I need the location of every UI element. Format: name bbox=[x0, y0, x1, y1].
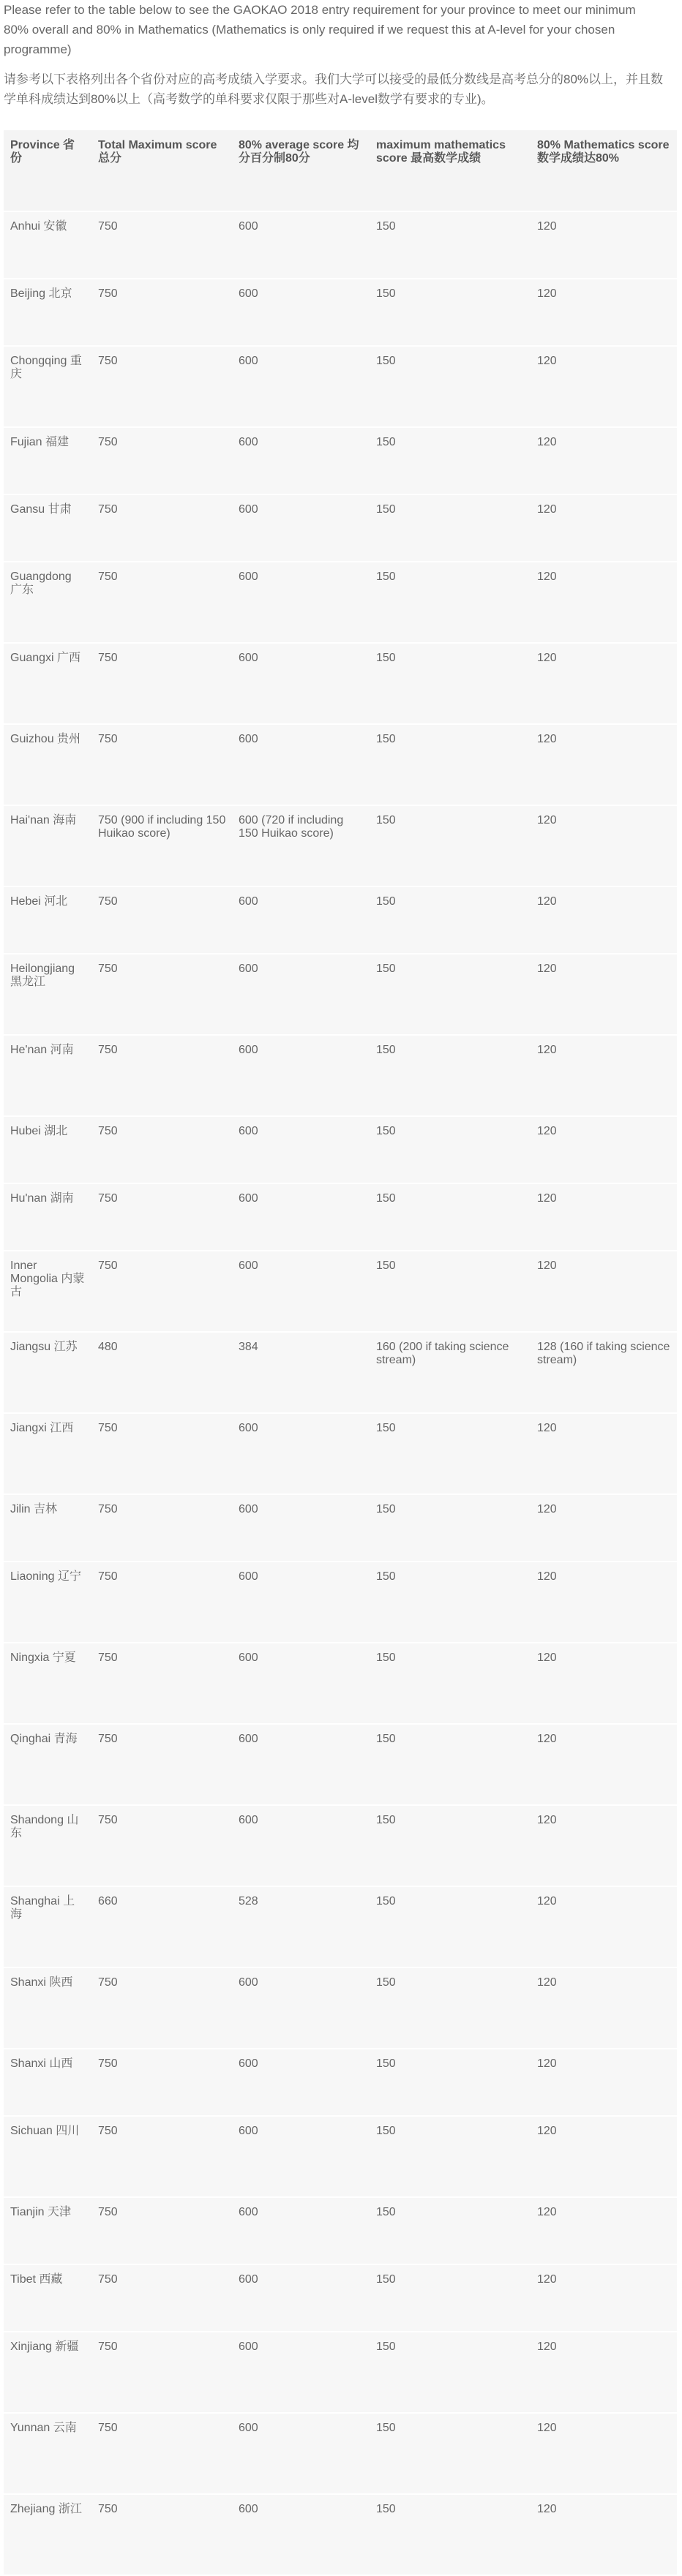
math-80-cell: 120 bbox=[531, 2332, 677, 2413]
province-cell: Zhejiang 浙江 bbox=[4, 2494, 91, 2575]
math-80-cell: 120 bbox=[531, 1886, 677, 1967]
table-row bbox=[4, 279, 677, 346]
average-80-cell: 600 bbox=[232, 2332, 370, 2413]
total-max-cell: 480 bbox=[91, 1332, 232, 1413]
total-max-cell: 750 bbox=[91, 1183, 232, 1251]
math-80-cell: 120 bbox=[531, 2264, 677, 2332]
math-80-cell: 120 bbox=[531, 346, 677, 427]
table-row bbox=[4, 1724, 677, 1805]
province-cell: Shandong 山东 bbox=[4, 1805, 91, 1886]
average-80-cell: 600 bbox=[232, 2116, 370, 2197]
table-row bbox=[4, 562, 677, 643]
max-math-cell: 150 bbox=[370, 2332, 531, 2413]
max-math-cell: 150 bbox=[370, 1116, 531, 1183]
table-row bbox=[4, 1035, 677, 1116]
math-80-cell: 120 bbox=[531, 1183, 677, 1251]
province-cell: Jilin 吉林 bbox=[4, 1494, 91, 1562]
total-max-cell: 750 bbox=[91, 643, 232, 724]
math-80-cell: 120 bbox=[531, 2197, 677, 2264]
total-max-cell: 750 bbox=[91, 2264, 232, 2332]
table-row bbox=[4, 1332, 677, 1413]
province-cell: He'nan 河南 bbox=[4, 1035, 91, 1116]
table-header-row bbox=[4, 130, 677, 211]
math-80-cell: 120 bbox=[531, 805, 677, 886]
average-80-cell: 600 bbox=[232, 1251, 370, 1332]
math-80-cell: 120 bbox=[531, 1251, 677, 1332]
province-cell: Guangxi 广西 bbox=[4, 643, 91, 724]
total-max-cell: 750 bbox=[91, 1805, 232, 1886]
max-math-cell: 150 bbox=[370, 2494, 531, 2575]
table-row bbox=[4, 1805, 677, 1886]
average-80-cell: 600 (720 if including 150 Huikao score) bbox=[232, 805, 370, 886]
total-max-cell: 750 (900 if including 150 Huikao score) bbox=[91, 805, 232, 886]
math-80-cell: 120 bbox=[531, 1643, 677, 1724]
total-max-cell: 750 bbox=[91, 2332, 232, 2413]
average-80-cell: 600 bbox=[232, 1413, 370, 1494]
average-80-cell: 600 bbox=[232, 954, 370, 1035]
math-80-cell: 120 bbox=[531, 2413, 677, 2494]
header-max-math: maximum mathematics score 最高数学成绩 bbox=[370, 130, 531, 211]
province-cell: Fujian 福建 bbox=[4, 427, 91, 494]
max-math-cell: 150 bbox=[370, 1562, 531, 1643]
province-cell: Heilongjiang 黑龙江 bbox=[4, 954, 91, 1035]
table-row bbox=[4, 643, 677, 724]
math-80-cell: 120 bbox=[531, 2116, 677, 2197]
max-math-cell: 150 bbox=[370, 1035, 531, 1116]
total-max-cell: 750 bbox=[91, 1116, 232, 1183]
table-row bbox=[4, 1251, 677, 1332]
table-row bbox=[4, 1967, 677, 2049]
average-80-cell: 600 bbox=[232, 724, 370, 805]
max-math-cell: 150 bbox=[370, 211, 531, 279]
math-80-cell: 120 bbox=[531, 211, 677, 279]
math-80-cell: 120 bbox=[531, 1724, 677, 1805]
header-total-max: Total Maximum score 总分 bbox=[91, 130, 232, 211]
province-cell: Xinjiang 新疆 bbox=[4, 2332, 91, 2413]
total-max-cell: 750 bbox=[91, 1724, 232, 1805]
max-math-cell: 150 bbox=[370, 886, 531, 954]
average-80-cell: 600 bbox=[232, 346, 370, 427]
average-80-cell: 600 bbox=[232, 427, 370, 494]
math-80-cell: 120 bbox=[531, 1967, 677, 2049]
table-row bbox=[4, 427, 677, 494]
max-math-cell: 160 (200 if taking science stream) bbox=[370, 1332, 531, 1413]
max-math-cell: 150 bbox=[370, 2413, 531, 2494]
province-cell: Tianjin 天津 bbox=[4, 2197, 91, 2264]
total-max-cell: 750 bbox=[91, 279, 232, 346]
max-math-cell: 150 bbox=[370, 1183, 531, 1251]
table-row bbox=[4, 1643, 677, 1724]
math-80-cell: 120 bbox=[531, 2049, 677, 2116]
table-row bbox=[4, 2332, 677, 2413]
province-cell: Ningxia 宁夏 bbox=[4, 1643, 91, 1724]
province-cell: Jiangsu 江苏 bbox=[4, 1332, 91, 1413]
table-row bbox=[4, 1494, 677, 1562]
math-80-cell: 120 bbox=[531, 279, 677, 346]
math-80-cell: 120 bbox=[531, 954, 677, 1035]
average-80-cell: 600 bbox=[232, 562, 370, 643]
total-max-cell: 750 bbox=[91, 427, 232, 494]
max-math-cell: 150 bbox=[370, 1251, 531, 1332]
math-80-cell: 128 (160 if taking science stream) bbox=[531, 1332, 677, 1413]
average-80-cell: 528 bbox=[232, 1886, 370, 1967]
table-row bbox=[4, 1183, 677, 1251]
province-cell: Inner Mongolia 内蒙古 bbox=[4, 1251, 91, 1332]
max-math-cell: 150 bbox=[370, 427, 531, 494]
math-80-cell: 120 bbox=[531, 724, 677, 805]
province-cell: Shanxi 陕西 bbox=[4, 1967, 91, 2049]
max-math-cell: 150 bbox=[370, 1643, 531, 1724]
province-cell: Liaoning 辽宁 bbox=[4, 1562, 91, 1643]
math-80-cell: 120 bbox=[531, 886, 677, 954]
max-math-cell: 150 bbox=[370, 346, 531, 427]
math-80-cell: 120 bbox=[531, 427, 677, 494]
province-cell: Shanghai 上海 bbox=[4, 1886, 91, 1967]
max-math-cell: 150 bbox=[370, 1805, 531, 1886]
table-row bbox=[4, 2197, 677, 2264]
table-row bbox=[4, 805, 677, 886]
intro-chinese: 请参考以下表格列出各个省份对应的高考成绩入学要求。我们大学可以接受的最低分数线是高考总分的80%以上，并且数学单科成绩达到80%以上（高考数学的单科要求仅限于那些对A-level数学有要求的专业)。 bbox=[4, 72, 664, 106]
total-max-cell: 660 bbox=[91, 1886, 232, 1967]
average-80-cell: 600 bbox=[232, 1724, 370, 1805]
average-80-cell: 600 bbox=[232, 886, 370, 954]
max-math-cell: 150 bbox=[370, 2197, 531, 2264]
total-max-cell: 750 bbox=[91, 886, 232, 954]
max-math-cell: 150 bbox=[370, 805, 531, 886]
total-max-cell: 750 bbox=[91, 1643, 232, 1724]
province-cell: Jiangxi 江西 bbox=[4, 1413, 91, 1494]
total-max-cell: 750 bbox=[91, 1035, 232, 1116]
total-max-cell: 750 bbox=[91, 346, 232, 427]
province-cell: Shanxi 山西 bbox=[4, 2049, 91, 2116]
intro-english: Please refer to the table below to see the GAOKAO 2018 entry requirement for your province to meet our minimum 80% overall and 80% in Mathematics (Mathematics is only required if we request this at A-level for your chosen programme) bbox=[4, 3, 636, 56]
average-80-cell: 600 bbox=[232, 2049, 370, 2116]
math-80-cell: 120 bbox=[531, 1413, 677, 1494]
average-80-cell: 600 bbox=[232, 279, 370, 346]
max-math-cell: 150 bbox=[370, 1494, 531, 1562]
average-80-cell: 384 bbox=[232, 1332, 370, 1413]
table-row bbox=[4, 2049, 677, 2116]
total-max-cell: 750 bbox=[91, 1967, 232, 2049]
max-math-cell: 150 bbox=[370, 643, 531, 724]
total-max-cell: 750 bbox=[91, 1251, 232, 1332]
math-80-cell: 120 bbox=[531, 1805, 677, 1886]
table-row bbox=[4, 2116, 677, 2197]
max-math-cell: 150 bbox=[370, 494, 531, 562]
average-80-cell: 600 bbox=[232, 494, 370, 562]
total-max-cell: 750 bbox=[91, 494, 232, 562]
max-math-cell: 150 bbox=[370, 1967, 531, 2049]
average-80-cell: 600 bbox=[232, 1035, 370, 1116]
header-80-average: 80% average score 均分百分制80分 bbox=[232, 130, 370, 211]
math-80-cell: 120 bbox=[531, 2494, 677, 2575]
table-row bbox=[4, 1116, 677, 1183]
province-cell: Chongqing 重庆 bbox=[4, 346, 91, 427]
max-math-cell: 150 bbox=[370, 724, 531, 805]
table-row bbox=[4, 1886, 677, 1967]
total-max-cell: 750 bbox=[91, 562, 232, 643]
average-80-cell: 600 bbox=[232, 1116, 370, 1183]
average-80-cell: 600 bbox=[232, 211, 370, 279]
province-cell: Anhui 安徽 bbox=[4, 211, 91, 279]
total-max-cell: 750 bbox=[91, 1413, 232, 1494]
table-row bbox=[4, 2494, 677, 2575]
header-80-math: 80% Mathematics score 数学成绩达80% bbox=[531, 130, 677, 211]
province-cell: Sichuan 四川 bbox=[4, 2116, 91, 2197]
gaokao-requirements-table bbox=[4, 130, 677, 2576]
province-cell: Guizhou 贵州 bbox=[4, 724, 91, 805]
table-row bbox=[4, 954, 677, 1035]
math-80-cell: 120 bbox=[531, 643, 677, 724]
table-row bbox=[4, 2413, 677, 2494]
table-row bbox=[4, 1562, 677, 1643]
total-max-cell: 750 bbox=[91, 1562, 232, 1643]
province-cell: Guangdong 广东 bbox=[4, 562, 91, 643]
province-cell: Tibet 西藏 bbox=[4, 2264, 91, 2332]
average-80-cell: 600 bbox=[232, 1562, 370, 1643]
total-max-cell: 750 bbox=[91, 211, 232, 279]
max-math-cell: 150 bbox=[370, 954, 531, 1035]
max-math-cell: 150 bbox=[370, 2049, 531, 2116]
average-80-cell: 600 bbox=[232, 2494, 370, 2575]
province-cell: Qinghai 青海 bbox=[4, 1724, 91, 1805]
table-body bbox=[4, 211, 677, 2575]
province-cell: Yunnan 云南 bbox=[4, 2413, 91, 2494]
math-80-cell: 120 bbox=[531, 562, 677, 643]
province-cell: Beijing 北京 bbox=[4, 279, 91, 346]
average-80-cell: 600 bbox=[232, 1643, 370, 1724]
table-row bbox=[4, 2264, 677, 2332]
province-cell: Hu'nan 湖南 bbox=[4, 1183, 91, 1251]
math-80-cell: 120 bbox=[531, 494, 677, 562]
math-80-cell: 120 bbox=[531, 1494, 677, 1562]
average-80-cell: 600 bbox=[232, 2197, 370, 2264]
province-cell: Hebei 河北 bbox=[4, 886, 91, 954]
max-math-cell: 150 bbox=[370, 2116, 531, 2197]
table-row bbox=[4, 724, 677, 805]
math-80-cell: 120 bbox=[531, 1035, 677, 1116]
math-80-cell: 120 bbox=[531, 1562, 677, 1643]
table-row bbox=[4, 886, 677, 954]
max-math-cell: 150 bbox=[370, 279, 531, 346]
province-cell: Gansu 甘肃 bbox=[4, 494, 91, 562]
total-max-cell: 750 bbox=[91, 2197, 232, 2264]
total-max-cell: 750 bbox=[91, 2413, 232, 2494]
average-80-cell: 600 bbox=[232, 1805, 370, 1886]
table-row bbox=[4, 494, 677, 562]
total-max-cell: 750 bbox=[91, 2494, 232, 2575]
table-row bbox=[4, 1413, 677, 1494]
header-province: Province 省份 bbox=[4, 130, 91, 211]
total-max-cell: 750 bbox=[91, 724, 232, 805]
math-80-cell: 120 bbox=[531, 1116, 677, 1183]
total-max-cell: 750 bbox=[91, 2049, 232, 2116]
average-80-cell: 600 bbox=[232, 2264, 370, 2332]
max-math-cell: 150 bbox=[370, 1413, 531, 1494]
province-cell: Hai'nan 海南 bbox=[4, 805, 91, 886]
average-80-cell: 600 bbox=[232, 1494, 370, 1562]
total-max-cell: 750 bbox=[91, 954, 232, 1035]
province-cell: Hubei 湖北 bbox=[4, 1116, 91, 1183]
max-math-cell: 150 bbox=[370, 1886, 531, 1967]
average-80-cell: 600 bbox=[232, 1967, 370, 2049]
table-row bbox=[4, 211, 677, 279]
table-row bbox=[4, 346, 677, 427]
average-80-cell: 600 bbox=[232, 643, 370, 724]
max-math-cell: 150 bbox=[370, 562, 531, 643]
total-max-cell: 750 bbox=[91, 1494, 232, 1562]
average-80-cell: 600 bbox=[232, 2413, 370, 2494]
average-80-cell: 600 bbox=[232, 1183, 370, 1251]
max-math-cell: 150 bbox=[370, 1724, 531, 1805]
total-max-cell: 750 bbox=[91, 2116, 232, 2197]
max-math-cell: 150 bbox=[370, 2264, 531, 2332]
